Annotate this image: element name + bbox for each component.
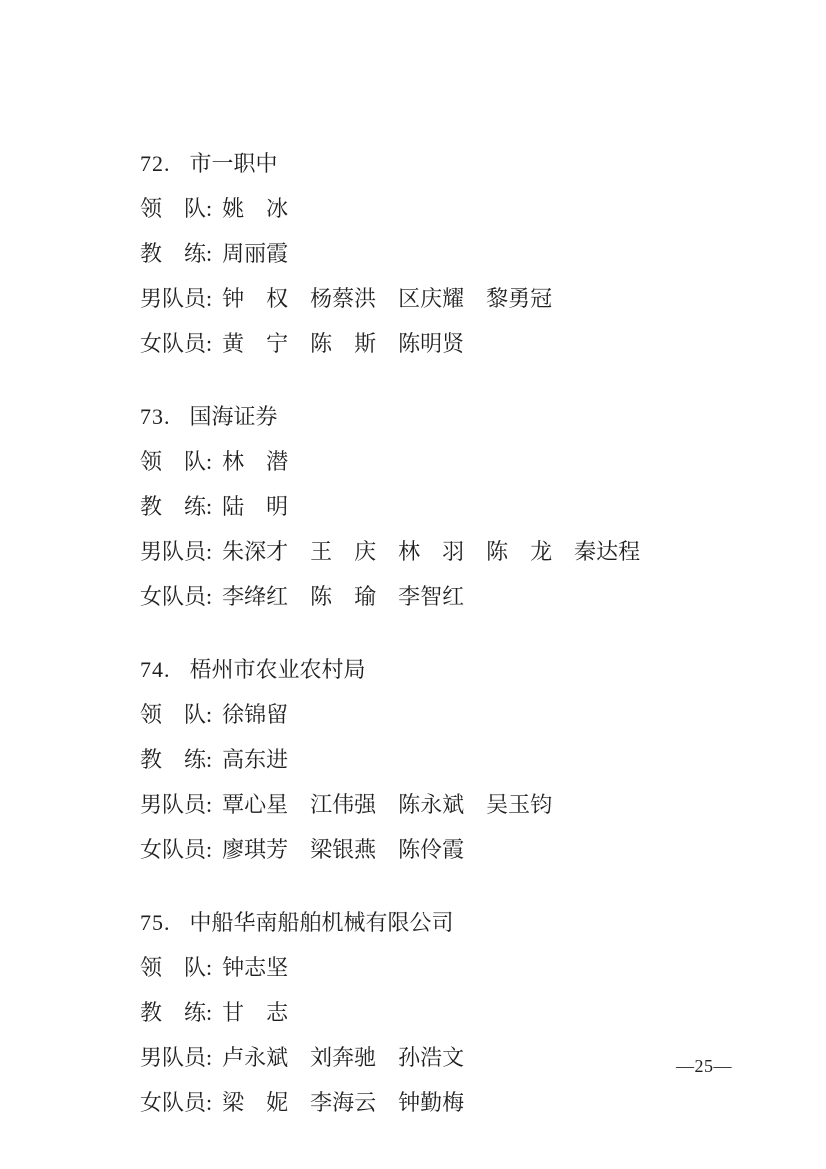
leader-name: 姚 冰 xyxy=(222,196,289,221)
coach-label: 教 练: xyxy=(140,1000,213,1025)
team-number: 75. xyxy=(140,910,171,935)
team-roster-list xyxy=(96,96,766,1115)
leader-label: 领 队: xyxy=(140,955,213,980)
leader-name: 林 潜 xyxy=(222,449,289,474)
male-members-names: 覃心星 江伟强 陈永斌 吴玉钧 xyxy=(222,792,553,817)
leader-name: 钟志坚 xyxy=(222,955,289,980)
coach-name: 甘 志 xyxy=(222,1000,289,1025)
team-name: 梧州市农业农村局 xyxy=(189,657,366,682)
team-section-73 xyxy=(96,349,766,609)
team-number: 72. xyxy=(140,151,171,176)
team-section-75 xyxy=(96,855,766,1115)
coach-label: 教 练: xyxy=(140,241,213,266)
male-members-label: 男队员: xyxy=(140,539,213,564)
female-members-names: 李绛红 陈 瑜 李智红 xyxy=(222,584,465,609)
leader-label: 领 队: xyxy=(140,449,213,474)
team-name: 市一职中 xyxy=(189,151,278,176)
page-number: —25— xyxy=(676,1056,732,1076)
leader-label: 领 队: xyxy=(140,702,213,727)
coach-name: 高东进 xyxy=(222,747,289,772)
female-members-label: 女队员: xyxy=(140,1090,213,1115)
team-section-72 xyxy=(96,96,766,356)
female-members-names: 廖琪芳 梁银燕 陈伶霞 xyxy=(222,837,465,862)
male-members-names: 卢永斌 刘奔驰 孙浩文 xyxy=(222,1045,465,1070)
coach-label: 教 练: xyxy=(140,747,213,772)
team-name: 中船华南船舶机械有限公司 xyxy=(189,910,454,935)
female-members-names: 梁 妮 李海云 钟勤梅 xyxy=(222,1090,465,1115)
coach-name: 周丽霞 xyxy=(222,241,289,266)
female-members-label: 女队员: xyxy=(140,837,213,862)
male-members-names: 朱深才 王 庆 林 羽 陈 龙 秦达程 xyxy=(222,539,641,564)
team-name: 国海证券 xyxy=(189,404,278,429)
team-title xyxy=(96,96,766,176)
coach-label: 教 练: xyxy=(140,494,213,519)
leader-name: 徐锦留 xyxy=(222,702,289,727)
coach-name: 陆 明 xyxy=(222,494,289,519)
male-members-label: 男队员: xyxy=(140,286,213,311)
male-members-label: 男队员: xyxy=(140,792,213,817)
team-number: 74. xyxy=(140,657,171,682)
female-members-label: 女队员: xyxy=(140,584,213,609)
team-section-74 xyxy=(96,602,766,862)
female-members-label: 女队员: xyxy=(140,331,213,356)
leader-label: 领 队: xyxy=(140,196,213,221)
male-members-label: 男队员: xyxy=(140,1045,213,1070)
female-members-names: 黄 宁 陈 斯 陈明贤 xyxy=(222,331,465,356)
team-number: 73. xyxy=(140,404,171,429)
male-members-names: 钟 权 杨蔡洪 区庆耀 黎勇冠 xyxy=(222,286,553,311)
